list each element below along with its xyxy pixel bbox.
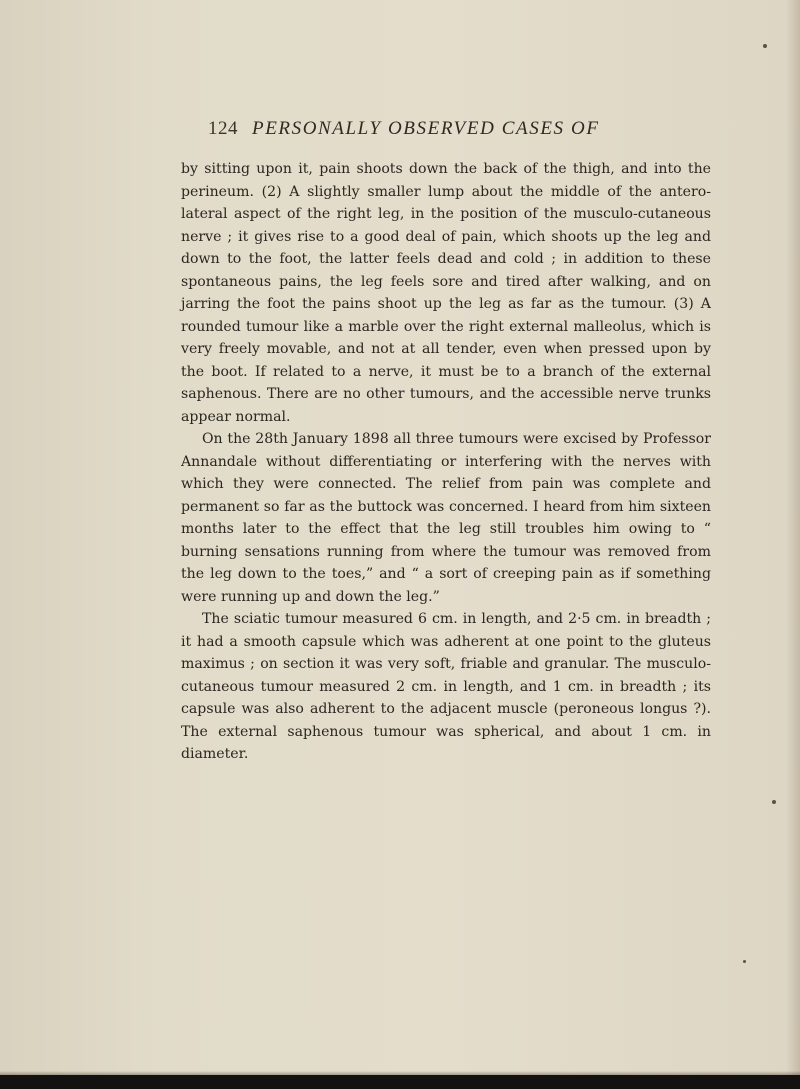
scan-edge-band — [0, 1075, 800, 1089]
paper-speck — [772, 800, 776, 804]
body-text — [181, 158, 711, 766]
paragraph: On the 28th January 1898 all three tumours were excised by Professor Annandale without differentiating or interfering with the nerves with which they were connected. The relief from pain was complete and permanent so far as the buttock was concerned. I heard from him sixteen months later to the effect that the leg still troubles him owing to “ burning sensations running from where the tumour was removed from the leg down to the toes,” and “ a sort of creeping pain as if something were running up and down the leg.” — [181, 431, 711, 605]
page-edge-shadow — [786, 0, 800, 1089]
paragraph: The sciatic tumour measured 6 cm. in length, and 2·5 cm. in breadth ; it had a smooth capsule which was adherent at one point to the gluteus maximus ; on section it was very soft, friable and granular. The musculo-cutaneous tumour measured 2 cm. in length, and 1 cm. in breadth ; its capsule was also adherent to the adjacent muscle (peroneous longus ?). The external saphenous tumour was spherical, and about 1 cm. in diameter. — [181, 611, 711, 762]
page-header — [208, 118, 648, 152]
paper-speck — [743, 960, 746, 963]
page-number: 124 — [208, 118, 238, 139]
running-head: PERSONALLY OBSERVED CASES OF — [252, 118, 600, 139]
paragraph: by sitting upon it, pain shoots down the back of the thigh, and into the perineum. (2) A slightly smaller lump about the middle of the antero-lateral aspect of the right leg, in the position of the musculo-cutaneous nerve ; it gives rise to a good deal of pain, which shoots up the leg and down to the foot, the latter feels dead and cold ; in addition to these spontaneous pains, the leg feels sore and tired after walking, and on jarring the foot the pains shoot up the leg as far as the tumour. (3) A rounded tumour like a marble over the right external malleolus, which is very freely movable, and not at all tender, even when pressed upon by the boot. If related to a nerve, it must be to a branch of the external saphenous. There are no other tumours, and the accessible nerve trunks appear normal. — [181, 161, 711, 425]
paper-speck — [763, 44, 767, 48]
